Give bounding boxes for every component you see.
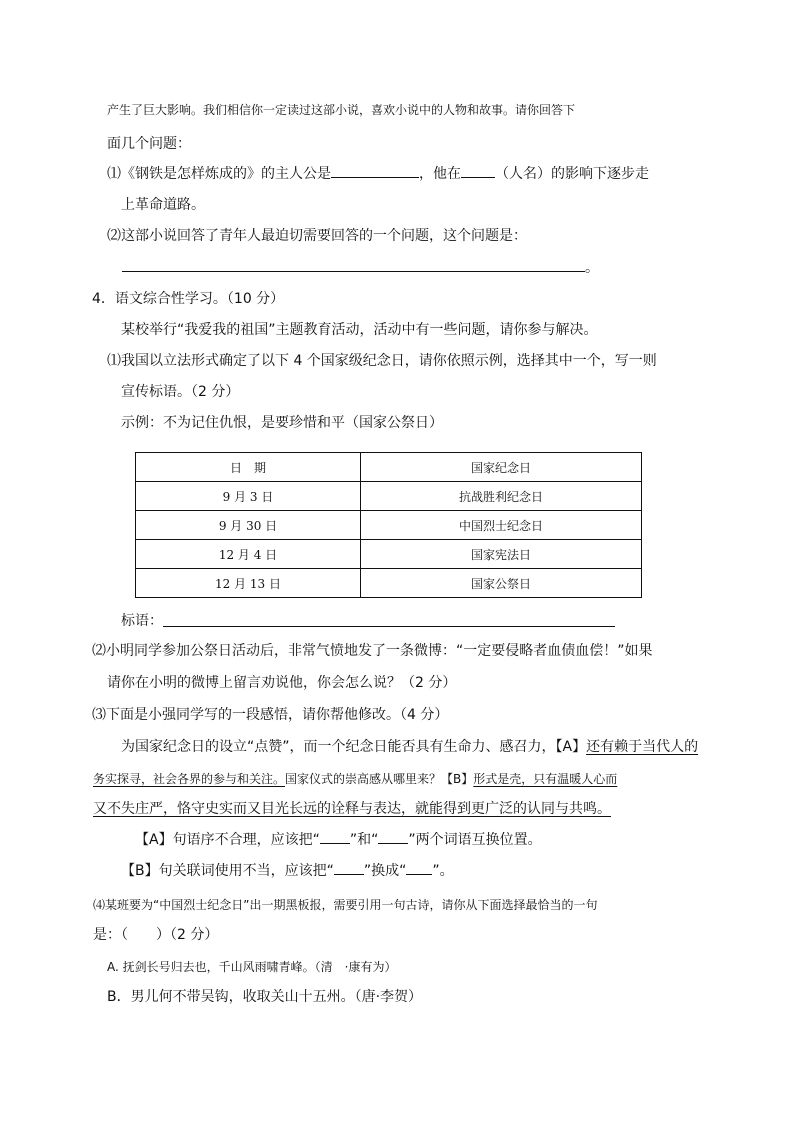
q4-s1-line2: 宣传标语。（2 分） (121, 384, 240, 400)
table-cell-day: 国家公祭日 (361, 569, 642, 598)
fix-a-text-2: ”和“ (349, 832, 379, 848)
q4-s1-line1 (107, 351, 657, 371)
table-cell-day: 抗战胜利纪念日 (361, 482, 642, 511)
fix-b-text-2: ”换成“ (363, 863, 407, 879)
passage-tag-a: 【A】 (555, 739, 587, 755)
q4-s1-number: ⑴ (107, 353, 121, 369)
slogan-answer-line[interactable] (163, 626, 615, 627)
q3-part2-number: ⑵ (107, 228, 121, 244)
q3-part2-text: 这部小说回答了青年人最迫切需要回答的一个问题，这个问题是： (121, 228, 527, 244)
q4-s4-line1 (93, 895, 597, 915)
table-header-date: 日 期 (136, 453, 361, 482)
protagonist-blank[interactable] (331, 163, 419, 178)
table-cell-date: 12 月 13 日 (136, 569, 361, 598)
q4-s1-text: 我国以立法形式确定了以下 4 个国家级纪念日，请你依照示例，选择其中一个，写一则 (121, 353, 657, 369)
passage-line-3 (93, 799, 611, 819)
person-name-blank[interactable] (461, 163, 495, 178)
q4-s4-line2: 是：（ ）（2 分） (93, 927, 219, 943)
intro-line-2: 面几个问题： (107, 136, 191, 152)
q4-s4-number: ⑷ (93, 898, 106, 912)
passage-2a: 务实探寻，社会各界的参与和关注。 (93, 772, 286, 786)
table-cell-day: 中国烈士纪念日 (361, 511, 642, 540)
table-header-day: 国家纪念日 (361, 453, 642, 482)
q4-s2-line1 (92, 641, 653, 661)
q3-part1-text-a: 《钢铁是怎样炼成的》的主人公是 (121, 166, 331, 182)
q3-part1-line2: 上革命道路。 (121, 197, 205, 213)
slogan-label: 标语： (121, 613, 163, 629)
option-a: A. 抚剑长号归去也，千山风雨啸青峰。（清 ·康有为） (107, 960, 397, 974)
q4-s2-number: ⑵ (92, 643, 106, 659)
table-row (136, 482, 642, 511)
q4-s2-line2: 请你在小明的微博上留言劝说他，你会怎么说？（2 分） (107, 675, 457, 691)
q3-answer-line[interactable] (122, 271, 585, 272)
passage-2b: 国家仪式的崇高感从哪里来？ (285, 772, 442, 786)
q3-part1-number: ⑴ (107, 166, 121, 182)
fix-b-blank-1[interactable] (334, 860, 364, 875)
fix-a-blank-2[interactable] (378, 829, 408, 844)
q4-s2-text: 小明同学参加公祭日活动后，非常气愤地发了一条微博：“一定要侵略者血债血偿！”如果 (106, 643, 653, 659)
table-cell-date: 9 月 30 日 (136, 511, 361, 540)
q3-part1-line1 (107, 163, 649, 184)
q4-example: 示例：不为记住仇恨，是要珍惜和平（国家公祭日） (121, 415, 443, 431)
fix-a-line (135, 829, 542, 850)
passage-3: 又不失庄严，恪守史实而又目光长远的诠释与表达，就能得到更广泛的认同与共鸣。 (93, 801, 611, 817)
table-row (136, 540, 642, 569)
fix-a-text-3: ”两个词语互换位置。 (408, 832, 542, 848)
fix-a-blank-1[interactable] (320, 829, 350, 844)
passage-2c: 形式是壳，只有温暖人心而 (473, 772, 618, 786)
fix-b-text-3: ”。 (432, 863, 454, 879)
fix-a-text-1: 【A】句语序不合理，应该把“ (135, 832, 320, 848)
memorial-days-table (135, 452, 642, 598)
q4-s3-title (92, 705, 448, 725)
fix-b-text-1: 【B】句关联词使用不当，应该把“ (121, 863, 334, 879)
table-row (136, 511, 642, 540)
fix-b-line (121, 860, 454, 881)
q3-part1-text-b: ，他在 (419, 166, 461, 182)
passage-1b: 还有赖于当代人的 (586, 739, 699, 755)
table-cell-day: 国家宪法日 (361, 540, 642, 569)
intro-line-1: 产生了巨大影响。我们相信你一定读过这部小说，喜欢小说中的人物和故事。请你回答下 (107, 103, 576, 117)
table-cell-date: 9 月 3 日 (136, 482, 361, 511)
option-b: B．男儿何不带吴钩，收取关山十五州。（唐·李贺） (107, 989, 423, 1005)
passage-line-1 (121, 737, 698, 757)
q3-part2-line (107, 226, 527, 246)
q4-s3-text: 下面是小强同学写的一段感悟，请你帮他修改。（4 分） (106, 707, 449, 723)
passage-line-2 (93, 769, 617, 789)
table-cell-date: 12 月 4 日 (136, 540, 361, 569)
passage-1a: 为国家纪念日的设立“点赞”，而一个纪念日能否具有生命力、感召力， (121, 739, 556, 755)
q3-part1-text-c: （人名）的影响下逐步走 (495, 166, 649, 182)
table-header-row (136, 453, 642, 482)
q4-intro: 某校举行“我爱我的祖国”主题教育活动，活动中有一些问题，请你参与解决。 (121, 322, 598, 338)
q3-answer-end: 。 (585, 260, 599, 276)
q4-title: 4．语文综合性学习。（10 分） (92, 291, 285, 307)
fix-b-blank-2[interactable] (406, 860, 432, 875)
passage-tag-b: 【B】 (441, 772, 474, 786)
q4-s4-text: 某班要为“中国烈士纪念日”出一期黑板报，需要引用一句古诗，请你从下面选择最恰当的一句 (105, 898, 598, 912)
q4-s3-number: ⑶ (92, 707, 106, 723)
table-row (136, 569, 642, 598)
